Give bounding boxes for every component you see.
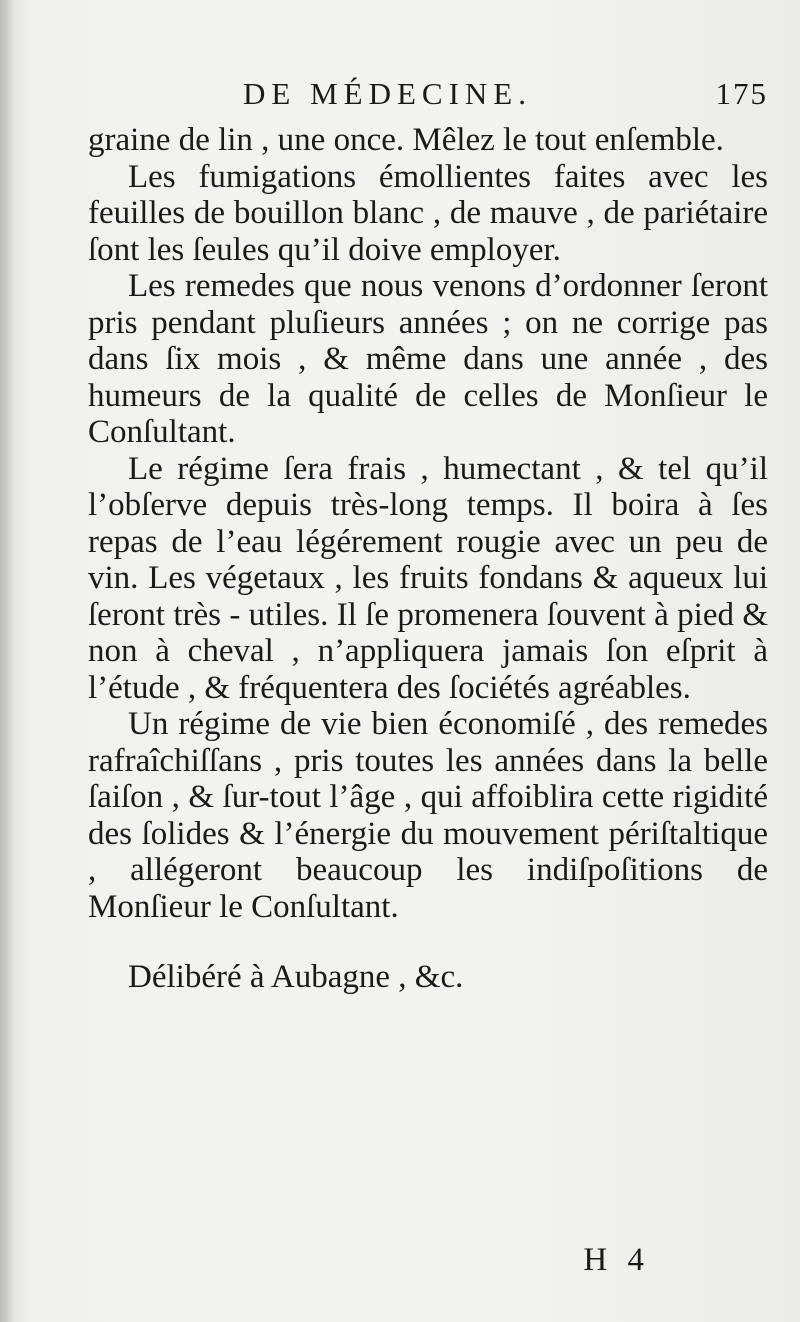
paragraph-conclusion: Un régime de vie bien économiſé , des remedes rafraîchiſſans , pris toutes les années dans la belle ſaiſon , & ſur-tout l’âge , qui affoiblira cette rigidité des ſolides & l’énergie du mouvement périſtaltique , allégeront beaucoup les indiſpoſitions de Monſieur le Conſultant. bbox=[88, 706, 768, 925]
signature-mark: H 4 bbox=[583, 1242, 650, 1278]
running-title: DE MÉDECINE. bbox=[243, 76, 532, 111]
paragraph-regime: Le régime ſera frais , humectant , & tel qu’il l’obſerve depuis très-long temps. Il boira à ſes repas de l’eau légérement rougie avec un peu de vin. Les végetaux , les fruits fondans & aqueux lui ſeront très - utiles. Il ſe promenera ſouvent à pied & non à cheval , n’appliquera jamais ſon eſprit à l’étude , & fréquentera des ſociétés agréables. bbox=[88, 450, 768, 706]
spine-shadow bbox=[0, 0, 14, 1322]
paragraph-remedes: Les remedes que nous venons d’ordonner ſeront pris pendant pluſieurs années ; on ne corrige pas dans ſix mois , & même dans une année , des humeurs de la qualité de celles de Monſieur le Conſultant. bbox=[88, 268, 768, 450]
body-text bbox=[88, 122, 768, 996]
page-header bbox=[88, 76, 768, 120]
paragraph-continuation: graine de lin , une once. Mêlez le tout enſemble. bbox=[88, 122, 724, 158]
paragraph-fumigations: Les fumigations émollientes faites avec les feuilles de bouillon blanc , de mauve , de pariétaire ſont les ſeules qu’il doive employer. bbox=[88, 158, 768, 268]
closing-line: Délibéré à Aubagne , &c. bbox=[128, 959, 464, 995]
page-number: 175 bbox=[715, 76, 768, 111]
